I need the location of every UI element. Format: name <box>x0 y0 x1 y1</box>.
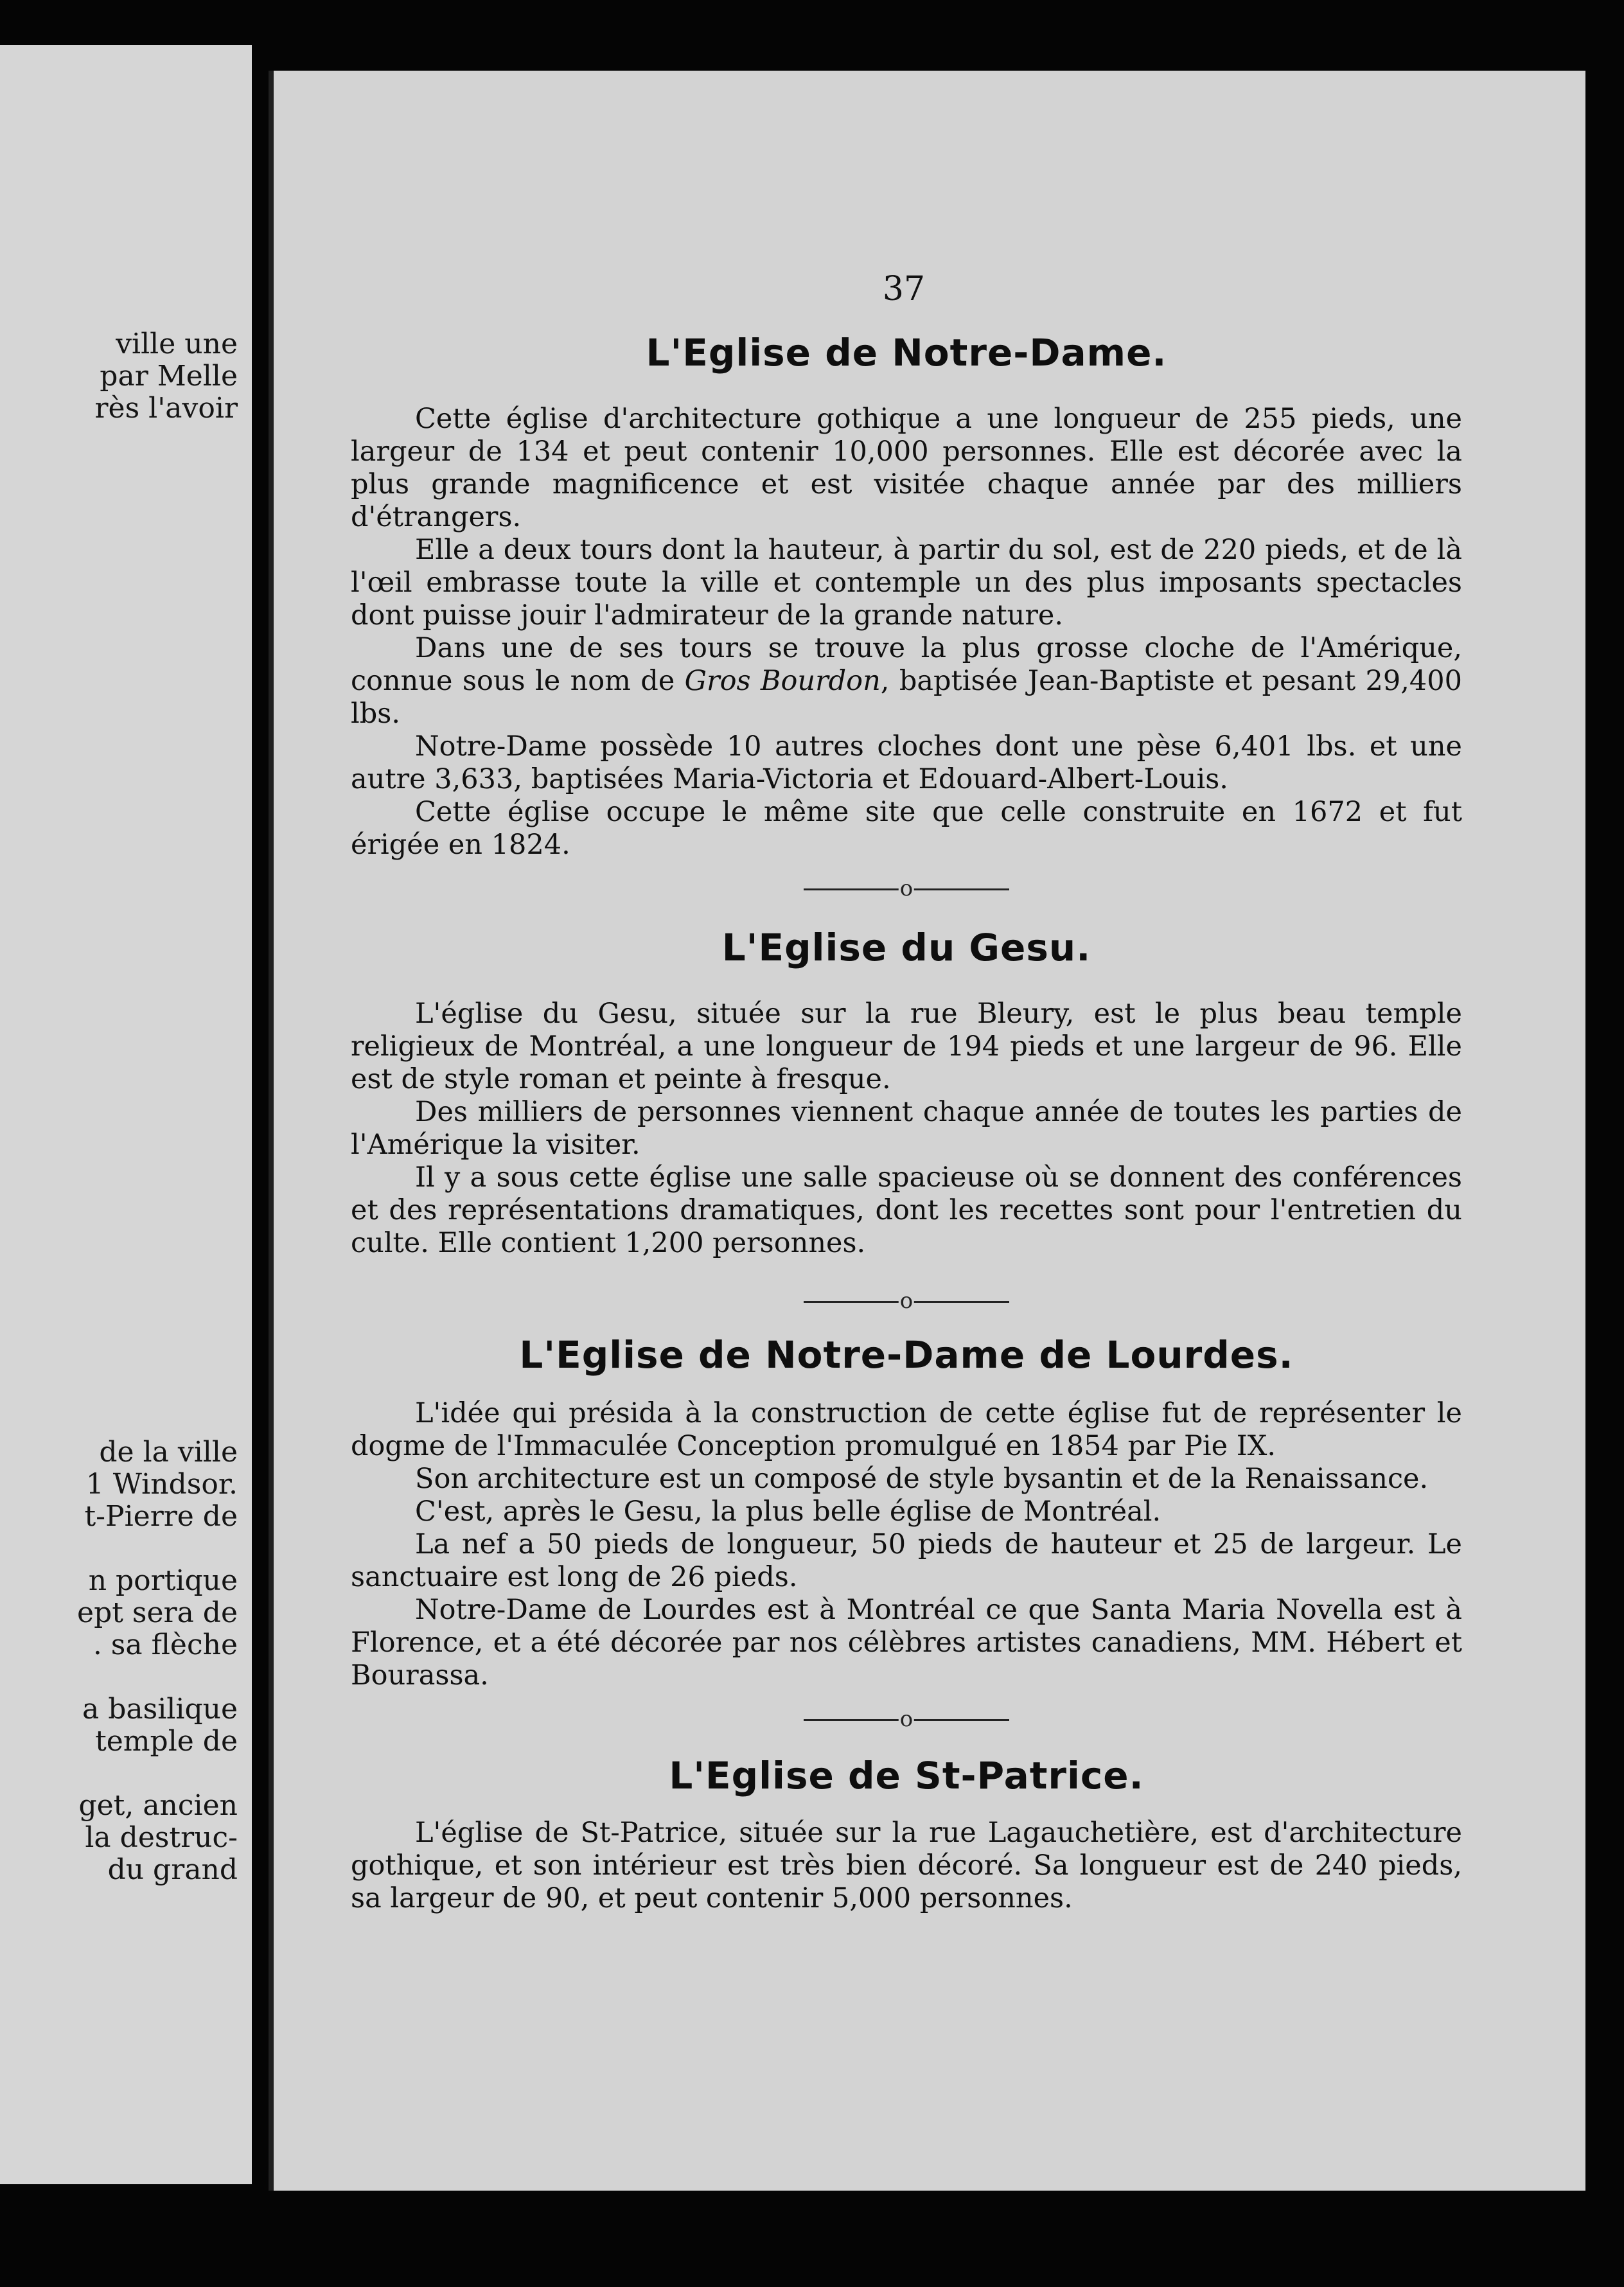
left-text-line: 1 Windsor. <box>85 1468 238 1501</box>
section-notre-dame-de-lourdes <box>351 1333 1462 1692</box>
paragraph: C'est, après le Gesu, la plus belle église de Montréal. <box>415 1496 1161 1528</box>
paragraph: La nef a 50 pieds de longueur, 50 pieds de hauteur et 25 de largeur. Le sanctuaire est long de 26 pieds. <box>351 1528 1462 1593</box>
page-number: 37 <box>882 270 926 308</box>
paragraph: Il y a sous cette église une salle spacieuse où se donnent des conférences et des représentations dramatiques, dont les recettes sont pour l'entretien du culte. Elle contient 1,200 personnes. <box>351 1161 1462 1259</box>
book-page <box>269 71 1585 2191</box>
section-title: L'Eglise de Notre-Dame de Lourdes. <box>519 1333 1294 1377</box>
paragraph-text: , baptisée Jean-Baptiste et pesant 29,400 lbs. <box>351 665 1462 730</box>
left-text-line: du grand <box>107 1853 238 1886</box>
section-notre-dame <box>351 331 1462 861</box>
left-text-line: get, ancien <box>78 1789 238 1822</box>
book-gutter <box>252 0 269 2287</box>
paragraph <box>351 632 1462 730</box>
paragraph: Cette église occupe le même site que celle construite en 1672 et fut érigée en 1824. <box>351 796 1462 861</box>
section-divider: o <box>804 1706 1009 1732</box>
left-text-line: t-Pierre de <box>84 1500 238 1533</box>
paragraph: L'idée qui présida à la construction de cette église fut de représenter le dogme de l'Immaculée Conception promulgué en 1854 par Pie IX. <box>351 1397 1462 1462</box>
section-title: L'Eglise du Gesu. <box>721 926 1091 969</box>
left-text-line: la destruc- <box>85 1821 238 1854</box>
paragraph: Cette église d'architecture gothique a une longueur de 255 pieds, une largeur de 134 et peut contenir 10,000 personnes. Elle est décorée avec la plus grande magnificence et est visitée chaque année par des milliers d'étrangers. <box>351 403 1462 533</box>
paragraph: Elle a deux tours dont la hauteur, à partir du sol, est de 220 pieds, et de là l'œil embrasse toute la ville et contemple un des plus imposants spectacles dont puisse jouir l'admirateur de la grande nature. <box>351 534 1462 631</box>
paragraph: Notre-Dame possède 10 autres cloches dont une pèse 6,401 lbs. et une autre 3,633, baptisées Maria-Victoria et Edouard-Albert-Louis. <box>351 730 1462 795</box>
bell-name: Gros Bourdon <box>684 665 881 697</box>
paragraph: L'église de St-Patrice, située sur la rue Lagauchetière, est d'architecture gothique, et son intérieur est très bien décoré. Sa longueur est de 240 pieds, sa largeur de 90, et peut contenir 5,000 personnes. <box>351 1817 1462 1914</box>
left-text-line: temple de <box>95 1725 238 1758</box>
left-page-fragment <box>0 45 252 2184</box>
paragraph: Son architecture est un composé de style bysantin et de la Renaissance. <box>415 1463 1429 1495</box>
left-text-line: ville une <box>116 328 238 360</box>
left-text-line: n portique <box>88 1564 238 1597</box>
left-text-line: a basilique <box>82 1693 238 1726</box>
paragraph: Des milliers de personnes viennent chaque année de toutes les parties de l'Amérique la visiter. <box>351 1096 1462 1161</box>
section-title: L'Eglise de Notre-Dame. <box>646 331 1167 375</box>
paragraph: Notre-Dame de Lourdes est à Montréal ce que Santa Maria Novella est à Florence, et a été décorée par nos célèbres artistes canadiens, MM. Hébert et Bourassa. <box>351 1594 1462 1691</box>
left-text-line: rès l'avoir <box>94 392 238 425</box>
section-gesu <box>351 926 1462 1260</box>
section-divider: o <box>804 876 1009 901</box>
paragraph: L'église du Gesu, située sur la rue Bleury, est le plus beau temple religieux de Montréal, a une longueur de 194 pieds et une largeur de 96. Elle est de style roman et peinte à fresque. <box>351 998 1462 1095</box>
left-text-line: ept sera de <box>77 1596 238 1629</box>
section-divider: o <box>804 1288 1009 1314</box>
left-text-line: . sa flèche <box>93 1629 238 1661</box>
section-title: L'Eglise de St-Patrice. <box>669 1754 1144 1797</box>
page-body <box>351 331 1462 1915</box>
left-text-line: de la ville <box>99 1436 238 1469</box>
section-st-patrice <box>351 1754 1462 1915</box>
left-text-line: par Melle <box>100 360 238 393</box>
paragraph-text: Dans une de ses tours se trouve la plus grosse cloche de l'Amérique, connue sous le nom de <box>351 632 1462 697</box>
